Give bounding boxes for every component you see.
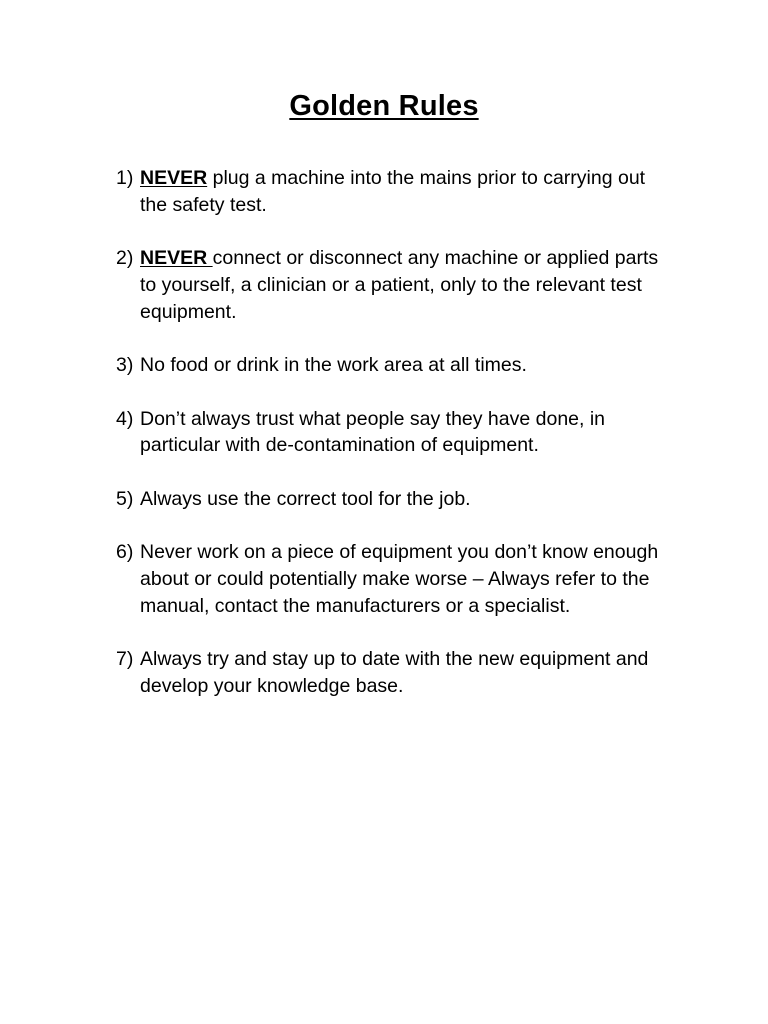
rule-item-3 (116, 352, 676, 379)
rule-body: No food or drink in the work area at all times. (140, 354, 527, 377)
rule-number: 3) (116, 354, 134, 377)
rule-body: Don’t always trust what people say they have done, in particular with de-contamination of equipment. (140, 407, 606, 457)
rule-emphasis: NEVER (140, 167, 208, 189)
rule-emphasis: NEVER (140, 247, 213, 270)
rule-body: Never work on a piece of equipment you don’t know enough about or could potentially make worse – Always refer to the manual, contact the manufacturers or a specialist. (140, 541, 659, 617)
rule-number: 7) (116, 648, 134, 671)
rule-item-2 (116, 245, 676, 325)
rule-text (140, 165, 676, 219)
rule-item-1 (116, 165, 676, 219)
rule-text (140, 245, 676, 325)
rule-number: 6) (116, 541, 134, 564)
rule-body: plug a machine into the mains prior to carrying out the safety test. (140, 167, 646, 216)
rule-item-7 (116, 646, 676, 700)
rule-body: Always use the correct tool for the job. (140, 487, 471, 510)
rule-body: connect or disconnect any machine or applied parts to yourself, a clinician or a patient, only to the relevant test equipment. (140, 247, 659, 323)
rule-number: 4) (116, 407, 134, 430)
rule-item-6 (116, 539, 676, 619)
rule-number: 2) (116, 247, 134, 270)
rule-body: Always try and stay up to date with the new equipment and develop your knowledge base. (140, 648, 649, 697)
rule-number: 1) (116, 167, 134, 189)
rule-item-4 (116, 406, 676, 460)
rule-item-5 (116, 486, 676, 513)
rule-number: 5) (116, 487, 134, 510)
page-title: Golden Rules (289, 90, 479, 122)
rules-list (116, 165, 676, 726)
